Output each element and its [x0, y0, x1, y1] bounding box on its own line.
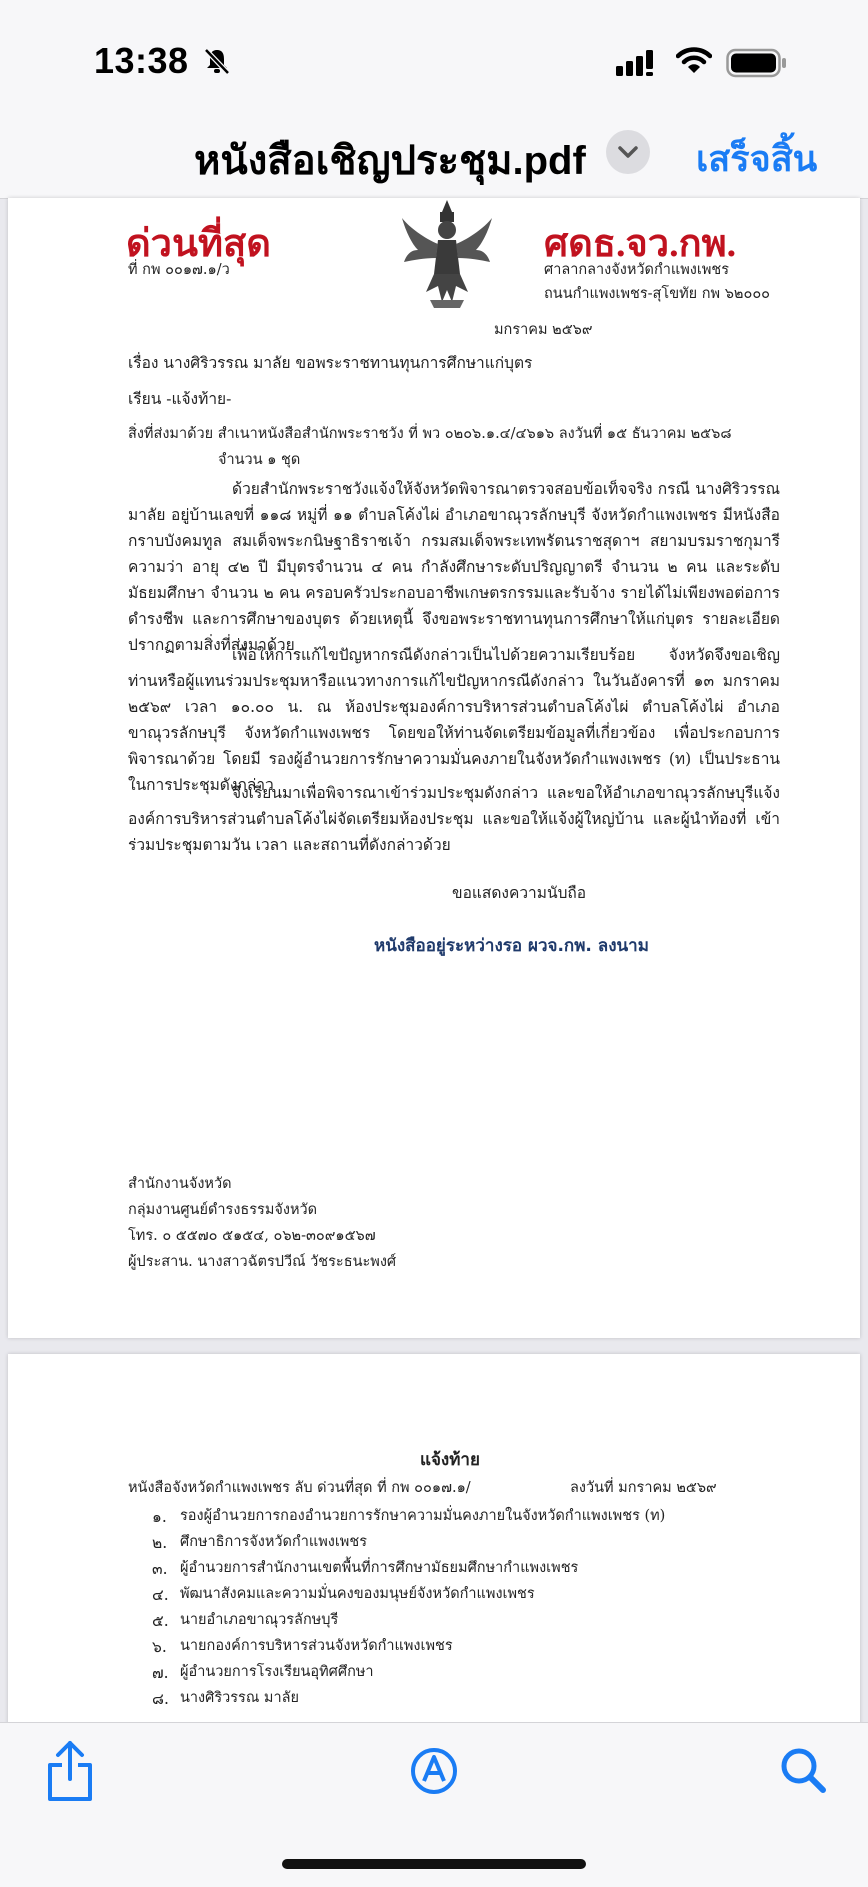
status-time: 13:38 [94, 40, 189, 81]
battery-icon [726, 48, 788, 78]
appendix-heading: แจ้งท้าย [420, 1450, 480, 1470]
subject-line: เรื่อง นางศิริวรรณ มาลัย ขอพระราชทานทุนการศึกษาแก่บุตร [128, 354, 533, 372]
appendix-reference: หนังสือจังหวัดกำแพงเพชร ลับ ด่วนที่สุด ที่ กพ ๐๐๑๗.๑/ [128, 1480, 471, 1496]
body-paragraph-3: จึงเรียนมาเพื่อพิจารณาเข้าร่วมประชุมดังกล่าว และขอให้อำเภอขาณุวรลักษบุรีแจ้งองค์การบริหารส่วนตำบลโค้งไผ่จัดเตรียมห้องประชุม และขอให้แจ้งผู้ใหญ่บ้าน และผู้นำท้องที่ เข้าร่วมประชุมตามวัน เวลา และสถานที่ดังกล่าวด้วย [128, 784, 780, 854]
share-icon[interactable] [44, 1739, 96, 1803]
title-menu-button[interactable] [606, 130, 650, 174]
closing-salutation: ขอแสดงความนับถือ [452, 884, 587, 902]
recipient-line: เรียน -แจ้งท้าย- [128, 390, 232, 408]
search-icon[interactable] [780, 1747, 826, 1793]
enclosure-quantity: จำนวน ๑ ชุด [218, 452, 301, 468]
office-code-stamp: ศดธ.จว.กพ. [544, 223, 737, 265]
document-date: มกราคม ๒๕๖๙ [494, 322, 593, 338]
address-line-1: ศาลากลางจังหวัดกำแพงเพชร [544, 262, 730, 278]
home-indicator[interactable] [282, 1859, 586, 1869]
markup-pen-icon[interactable] [410, 1747, 458, 1795]
bottom-toolbar [0, 1722, 868, 1887]
wifi-icon [676, 46, 712, 76]
status-bar [0, 0, 868, 120]
garuda-emblem-icon [400, 198, 494, 310]
footer-coordinator: ผู้ประสาน. นางสาวฉัตรปวีณ์ วัชระธนะพงศ์ [128, 1254, 397, 1270]
nav-bar [0, 120, 868, 199]
appendix-date: ลงวันที่ มกราคม ๒๕๖๙ [570, 1480, 717, 1496]
urgency-stamp: ด่วนที่สุด [126, 223, 271, 265]
enclosure-line: สิ่งที่ส่งมาด้วย สำเนาหนังสือสำนักพระราชวัง ที่ พว ๐๒๐๖.๑.๔/๔๖๑๖ ลงวันที่ ๑๕ ธันวาคม ๒๕๖๘ [128, 426, 732, 442]
cellular-signal-icon [616, 50, 660, 78]
footer-phone: โทร. ๐ ๕๕๗๐ ๕๑๕๔, ๐๖๒-๓๐๙๑๕๖๗ [128, 1228, 376, 1244]
document-title[interactable]: หนังสือเชิญประชุม.pdf [194, 139, 586, 183]
document-number: ที่ กพ ๐๐๑๗.๑/ว [128, 262, 230, 278]
footer-office: สำนักงานจังหวัด [128, 1176, 232, 1192]
body-paragraph-2: เพื่อให้การแก้ไขปัญหากรณีดังกล่าวเป็นไปด้วยความเรียบร้อย จังหวัดจึงขอเชิญท่านหรือผู้แทนร่วมประชุมหารือแนวทางการแก้ไขปัญหากรณีดังกล่าว ในวันอังคารที่ ๑๓ มกราคม ๒๕๖๙ เวลา ๑๐.๐๐ น. ณ ห้องประชุมองค์การบริหารส่วนตำบลโค้งไผ่ ตำบลโค้งไผ่ อำเภอขาณุวรลักษบุรี จังหวัดกำแพงเพชร โดยขอให้ท่านจัดเตรียมข้อมูลที่เกี่ยวข้อง เพื่อประกอบการพิจารณาด้วย โดยมี รองผู้อำนวยการรักษาความมั่นคงภายในจังหวัดกำแพงเพชร (ท) เป็นประธานในการประชุมดังกล่าว [128, 646, 780, 794]
chevron-down-icon [606, 130, 650, 174]
pdf-page-2[interactable]: แจ้งท้าย หนังสือจังหวัดกำแพงเพชร ลับ ด่วนที่สุด ที่ กพ ๐๐๑๗.๑/ ลงวันที่ มกราคม ๒๕๖๙ ๑. รองผู้อำนวยการกองอำนวยการรักษาความมั่นคงภายในจังหวัดกำแพงเพชร (ท) ๒. ศึกษาธิการจังหวัดกำแพงเพชร ๓. ผู้อำนวยการสำนักงานเขตพื้นที่การศึกษามัธยมศึกษากำแพงเพชร ๔. พัฒนาสังคมและความมั่นคงของมนุษย์จังหวัดกำแพงเพชร ๕. นายอำเภอขาณุวรลักษบุรี ๖. นายกองค์การบริหารส่วนจังหวัดกำแพงเพชร ๗. ผู้อำนวยการโรงเรียนอุทิศศึกษา ๘. นางศิริวรรณ มาลัย [8, 1354, 860, 1726]
footer-division: กลุ่มงานศูนย์ดำรงธรรมจังหวัด [128, 1202, 318, 1218]
bell-slash-icon [202, 46, 232, 76]
pdf-page-1[interactable] [8, 198, 860, 1338]
address-line-2: ถนนกำแพงเพชร-สุโขทัย กพ ๖๒๐๐๐ [544, 286, 771, 302]
body-paragraph-1: ด้วยสำนักพระราชวังแจ้งให้จังหวัดพิจารณาตรวจสอบข้อเท็จจริง กรณี นางศิริวรรณ มาลัย อยู่บ้านเลขที่ ๑๑๘ หมู่ที่ ๑๑ ตำบลโค้งไผ่ อำเภอขาณุวรลักษบุรี จังหวัดกำแพงเพชร มีหนังสือกราบบังคมทูล สมเด็จพระกนิษฐาธิราชเจ้า กรมสมเด็จพระเทพรัตนราชสุดาฯ สยามบรมราชกุมารี ความว่า อายุ ๔๒ ปี มีบุตรจำนวน ๔ คน กำลังศึกษาระดับปริญญาตรี จำนวน ๒ คน และระดับมัธยมศึกษา จำนวน ๒ คน ครอบครัวประกอบอาชีพเกษตรกรรมและรับจ้าง รายได้ไม่เพียงพอต่อการดำรงชีพ และการศึกษาของบุตร ด้วยเหตุนี้ จึงขอพระราชทานทุนการศึกษาให้แก่บุตร รายละเอียดปรากฏตามสิ่งที่ส่งมาด้วย [128, 480, 780, 654]
done-button[interactable]: เสร็จสิ้น [696, 138, 818, 179]
signature-pending-note: หนังสืออยู่ระหว่างรอ ผวจ.กพ. ลงนาม [374, 936, 649, 956]
